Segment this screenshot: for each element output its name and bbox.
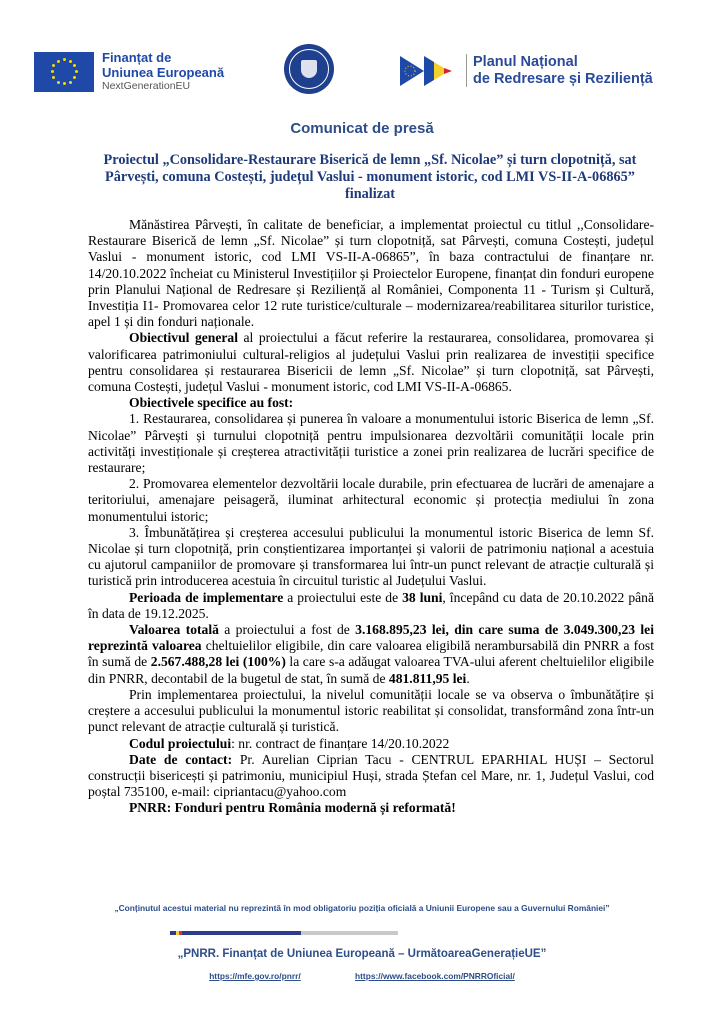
specific-objectives-label: Obiectivele specifice au fost: <box>129 395 294 411</box>
period-text-2: , începând cu data de 20.10.2022 până în data de 19.12.2025. <box>88 589 654 621</box>
general-objective-label: Obiectivul general <box>129 330 238 346</box>
header-logos <box>0 0 724 110</box>
value-text-3: la care s-a adăugat valoarea TVA-ului aferent cheltuielilor eligibile din PNRR, decontabil de la bugetul de stat, în sumă de <box>88 654 654 686</box>
specific-objectives-heading <box>88 395 654 411</box>
general-objective-paragraph <box>88 330 654 395</box>
pnrr-logo <box>400 54 653 87</box>
intro-paragraph: Mănăstirea Pârvești, în calitate de beneficiar, a implementat proiectul cu titlul ,,Consolidare-Restaurare Biserică de lemn „Sf. Nicolae” și turn clopotniță, sat Pârvești, comuna Costești, județul Vaslui - monument istoric, cod LMI VS-II-A-06865”, în baza contractului de finanțare nr. 14/20.10.2022 încheiat cu Ministerul Investițiilor și Proiectelor Europene, finanțat din fonduri europene prin Planului Național de Redresare și Reziliență al României, Componenta 11 - Turism și Cultură, Investiția I1- Promovarea celor 12 rute turistice/culturale – modernizarea/reabilitarea siturilor turistice, apel 1 și din fonduri naționale. <box>88 217 654 330</box>
eu-star-icon <box>57 60 60 63</box>
eu-logo-line2: Uniunea Europeană <box>102 64 225 80</box>
footer-separator <box>170 931 398 935</box>
value-pnrr: 2.567.488,28 lei (100%) <box>150 654 286 670</box>
impact-paragraph: Prin implementarea proiectului, la nivelul comunității locale se va observa o îmbunătățire și creștere a accesului publicului la monumentul istoric reabilitat și consolidat, transformând zona într-un punct relevant de atracție culturală și turistică. <box>88 686 654 735</box>
value-text-2: cheltuielilor eligibile, din care valoarea eligibilă nerambursabilă din PNRR a fost în sumă de <box>88 638 654 670</box>
period-months: 38 luni <box>402 589 443 605</box>
eu-star-icon <box>75 70 78 73</box>
eu-logo-line3: NextGenerationEU <box>102 80 191 93</box>
specific-objective-1: 1. Restaurarea, consolidarea și punerea în valoare a monumentului istoric Biserica de lemn „Sf. Nicolae” Pârvești și turnului clopotniță pentru impulsionarea dezvoltării comunității locale prin activități investiționale și creșterea atractivității turistice a zonei prin realizarea de lucrări specifice de restaurare; <box>88 411 654 476</box>
eu-funding-logo <box>34 51 224 93</box>
project-headline: Proiectul „Consolidare-Restaurare Biserică de lemn „Sf. Nicolae” și turn clopotniță, sat Pârvești, comuna Costești, județul Vaslui - monument istoric, cod LMI VS-II-A-06865” finalizat <box>103 152 637 202</box>
general-objective-text: al proiectului a făcut referire la restaurarea, consolidarea, promovarea și valorificarea patrimoniului cultural-religios al județului Vaslui prin realizarea de investiții specifice pentru consolidarea și restaurarea Bisericii de lemn „Sf. Nicolae” și turn clopotniță, sat Pârvești, comuna Costești, județul Vaslui - monument istoric, cod LMI VS-II-A-06865. <box>88 330 654 395</box>
footer-disclaimer: „Conținutul acestui material nu reprezintă în mod obligatoriu poziția oficială a Uniunii Europene sau a Guvernului României” <box>114 903 610 913</box>
eu-star-icon <box>52 76 55 79</box>
separator-arrow-icon <box>170 931 182 935</box>
closing-slogan: PNRR: Fonduri pentru România modernă și reformată! <box>129 800 456 816</box>
romanian-government-seal-icon <box>284 44 334 94</box>
eu-star-icon <box>69 81 72 84</box>
eu-star-icon <box>73 76 76 79</box>
contact-text: Pr. Aurelian Ciprian Tacu - CENTRUL EPARHIAL HUȘI – Sectorul construcții bisericești și patrimoniu, municipiul Huși, strada Ștefan cel Mare, nr. 1, Județul Vaslui, cod poștal 735100, e-mail: cipriantacu@yahoo.com <box>88 751 654 800</box>
code-label: Codul proiectului <box>129 735 232 751</box>
eu-star-icon <box>69 60 72 63</box>
footer-links <box>0 971 724 981</box>
implementation-period-paragraph <box>88 590 654 622</box>
pnrr-logo-line2: de Redresare și Reziliență <box>473 70 653 87</box>
contact-label: Date de contact: <box>129 751 233 767</box>
eu-star-icon <box>52 64 55 67</box>
coat-of-arms-icon <box>301 60 317 78</box>
value-text-4: . <box>466 670 470 686</box>
eu-logo-line1: Finanțat de <box>102 50 172 65</box>
footer-slogan: „PNRR. Finanțat de Uniunea Europeană – UrmătoareaGenerațieUE” <box>177 948 547 960</box>
period-label: Perioada de implementare <box>129 589 284 605</box>
eu-star-icon <box>73 64 76 67</box>
total-value-paragraph <box>88 622 654 687</box>
value-vat: 481.811,95 lei <box>388 670 467 686</box>
project-code-paragraph <box>88 736 654 752</box>
closing-paragraph <box>88 800 654 816</box>
eu-star-icon <box>57 81 60 84</box>
specific-objective-3: 3. Îmbunătățirea și creșterea accesului publicului la monumentul istoric Biserica de lemn Sf. Nicolae și turn clopotniță, prin conștientizarea importanței și valorii de patrimoniu național a acestuia cu ajutorul campaniilor de promovare și transformarea lui într-un punct relevant de atracție culturală și turistică prin introducerea acestuia în circuitul turistic al Județului Vaslui. <box>88 524 654 589</box>
period-text-1: a proiectului este de <box>283 589 403 605</box>
contact-paragraph <box>88 752 654 801</box>
pnrr-logo-line1: Planul Național <box>473 54 578 70</box>
facebook-pnrr-link[interactable]: https://www.facebook.com/PNRROficial/ <box>355 971 515 981</box>
eu-flag-icon <box>34 52 94 92</box>
specific-objective-2: 2. Promovarea elementelor dezvoltării locale durabile, prin efectuarea de lucrări de amenajare a teritoriului, amenajare peisageră, iluminat arhitectural economic și protecția mediului în zona monumentului istoric; <box>88 476 654 524</box>
value-total: 3.168.895,23 lei, din care suma de 3.049.300,23 lei reprezintă valoarea <box>88 622 654 654</box>
document-body <box>88 217 654 817</box>
code-text: : nr. contract de finanțare 14/20.10.2022 <box>231 735 450 751</box>
value-text-1: a proiectului a fost de <box>218 622 356 638</box>
mfe-pnrr-link[interactable]: https://mfe.gov.ro/pnrr/ <box>209 971 301 981</box>
press-release-title: Comunicat de presă <box>290 120 434 137</box>
value-label: Valoarea totală <box>129 622 219 638</box>
eu-star-icon <box>51 70 54 73</box>
eu-star-icon <box>63 82 66 85</box>
pnrr-arrow-icon <box>400 56 462 86</box>
eu-star-icon <box>63 58 66 61</box>
